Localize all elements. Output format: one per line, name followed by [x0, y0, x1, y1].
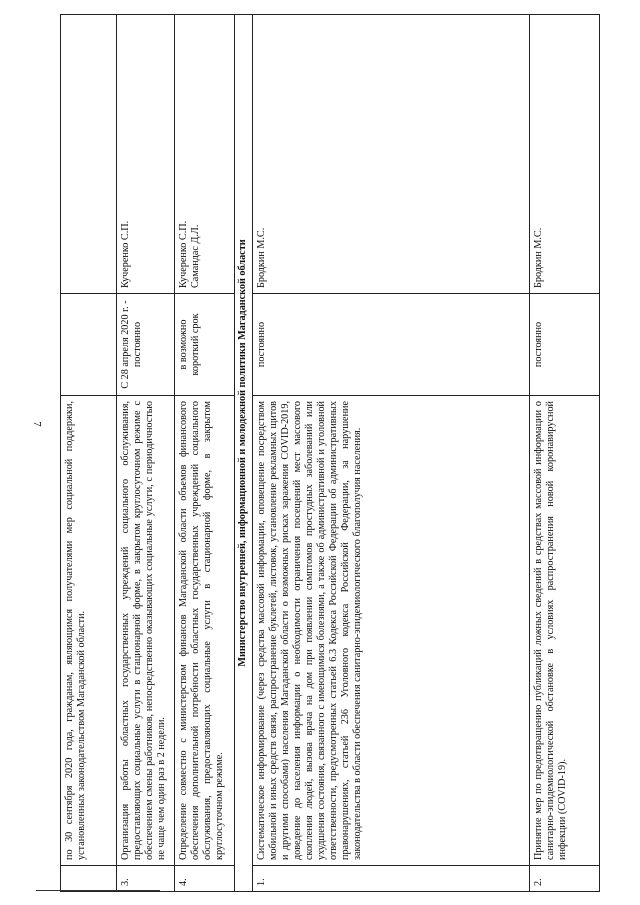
responsible-name: Самандас Д.Л.: [190, 224, 202, 288]
responsible-name: Кучеренко С.П.: [120, 220, 131, 288]
table-row: [253, 15, 530, 892]
responsible-cell: [530, 15, 600, 294]
measure-text: Принятие мер по предотвращению публикаций ложных сведений в средствах массовой информации о санитарно-эпидемиологической обстановке в условиях распространения новой коронавирусной инфекции (COVID-19).: [530, 396, 600, 866]
row-number: 4.: [175, 866, 235, 892]
measure-text: по 30 сентября 2020 года, гражданам, являющимся получателями мер социальной поддержки, установленных законодательством Магаданской области.: [61, 396, 117, 866]
section-header-row: [235, 15, 253, 892]
measures-table: [60, 14, 600, 892]
measure-text: Организация работы областных государственных учреждений социального обслуживания, предоставляющих социальные услуги в стационарной форме, в закрытом круглосуточном режиме с обеспечением смены работников, непосредственно оказывающих социальные услуги, с периодичностью не чаще чем один раз в 2 недели.: [117, 396, 175, 866]
term-text: [61, 294, 117, 396]
page-number: 7: [30, 421, 43, 427]
footnote-divider: [36, 890, 160, 891]
table-row: [117, 15, 175, 892]
term-text: в возможно короткий срок: [175, 294, 235, 396]
row-number: 3.: [117, 866, 175, 892]
row-number: [61, 866, 117, 892]
row-number: 2.: [530, 866, 600, 892]
term-text: постоянно: [253, 294, 530, 396]
rotated-table-sheet: [60, 14, 600, 892]
table-row: [530, 15, 600, 892]
responsible-cell: [61, 15, 117, 294]
measure-text: Определение совместно с министерством финансов Магаданской области объемов финансового обеспечения дополнительной потребности областных государственных учреждений социального обслуживания, предоставляющих социальные услуги в стационарной форме, в закрытом круглосуточном режиме.: [175, 396, 235, 866]
table-row: [61, 15, 117, 892]
measure-text: Систематическое информирование (через средства массовой информации, оповещение посредством мобильной и иных средств связи, распространение буклетей, листовок, установление рекламных щитов и другими способами) населения Магаданской области о возможных рисках заражения COVID-2019, доведение до населения информации о необходимости ограничения посещений мест массового скопления людей, вызова врача на дом при появлении симптомов простудных заболеваний или ухудшения состояния, связанного с имеющимися болезнями, а также об административной и уголовной ответственности, предусмотренных статьей 6.3 Кодекса Российской Федерации об административных правонарушениях, статьей 236 Уголовного кодекса Российской Федерации, за нарушение законодательства в области обеспечения санитарно-эпидемиологического благополучия населения.: [253, 396, 530, 866]
term-text: постоянно: [530, 294, 600, 396]
responsible-cell: [117, 15, 175, 294]
responsible-name: Бродкин М.С.: [256, 227, 267, 288]
term-text: С 28 апреля 2020 г. - постоянно: [117, 294, 175, 396]
responsible-name: Кучеренко С.П.: [178, 220, 189, 288]
responsible-name: Бродкин М.С.: [533, 227, 544, 288]
row-number: 1.: [253, 866, 530, 892]
section-title: Министерство внутренней, информационной и молодежной политики Магаданской области: [235, 15, 253, 892]
responsible-cell: [253, 15, 530, 294]
responsible-cell: [175, 15, 235, 294]
table-row: [175, 15, 235, 892]
